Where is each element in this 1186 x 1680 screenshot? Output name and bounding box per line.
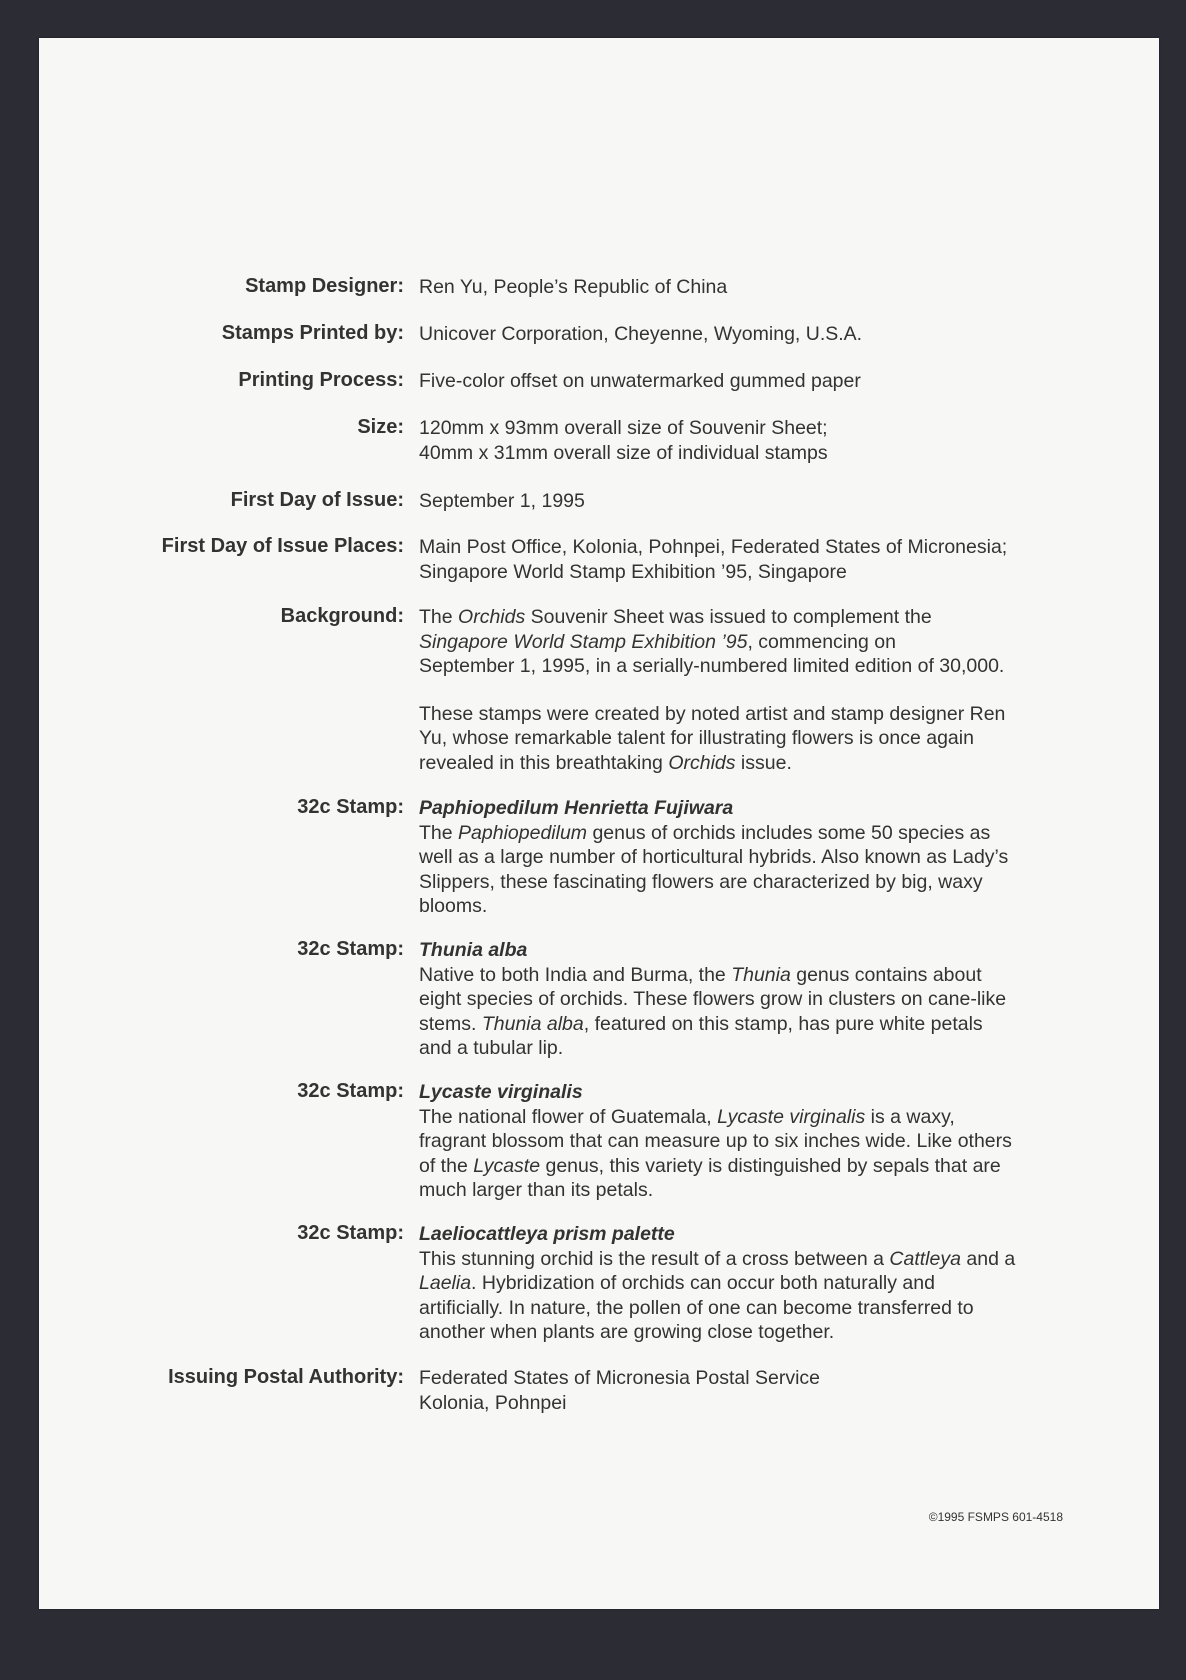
italic-run: Laelia xyxy=(419,1272,472,1294)
authority-value xyxy=(419,1366,1099,1415)
printed-by-value: Unicover Corporation, Cheyenne, Wyoming, U.S.A. xyxy=(419,323,863,345)
italic-run: Lycaste virginalis xyxy=(717,1105,866,1128)
first-day-places-line-1: Main Post Office, Kolonia, Pohnpei, Federated States of Micronesia; xyxy=(419,536,1008,558)
first-day-places-line-2: Singapore World Stamp Exhibition ’95, Singapore xyxy=(419,560,847,583)
italic-run: Thunia xyxy=(731,963,791,986)
printed-by-label: Stamps Printed by: xyxy=(221,322,404,344)
stamp-1-line-4: blooms. xyxy=(419,895,488,917)
text-run: This stunning orchid is the result of a cross between a xyxy=(419,1247,890,1270)
italic-run: Orchids xyxy=(668,751,736,774)
text-run: The national flower of Guatemala, xyxy=(419,1105,718,1128)
authority-line-1: Federated States of Micronesia Postal Service xyxy=(419,1367,821,1389)
italic-run: Orchids xyxy=(458,606,526,628)
stamp-4-title: Laeliocattleya prism palette xyxy=(419,1223,675,1245)
stamp-3-line-1 xyxy=(419,1105,1099,1130)
stamp-1-line-3: Slippers, these fascinating flowers are characterized by big, waxy xyxy=(419,870,983,893)
stamp-3-label: 32c Stamp: xyxy=(297,1080,404,1102)
info-sheet xyxy=(39,38,1159,1609)
stamp-designer-value: Ren Yu, People’s Republic of China xyxy=(419,276,728,298)
text-run: Souvenir Sheet was issued to complement the xyxy=(525,606,932,628)
stamp-2-line-4: and a tubular lip. xyxy=(419,1037,564,1059)
stamp-4-line-1 xyxy=(419,1247,1099,1272)
background-paragraph-2 xyxy=(419,702,1099,776)
stamp-designer-label: Stamp Designer: xyxy=(245,275,404,297)
stamp-1-line-1 xyxy=(419,821,1099,846)
background-paragraph-1 xyxy=(419,605,1099,679)
text-run: genus of orchids includes some 50 species as xyxy=(587,821,991,844)
size-value xyxy=(419,416,1099,465)
size-line-2: 40mm x 31mm overall size of individual stamps xyxy=(419,441,828,464)
stamp-4-text xyxy=(419,1222,1099,1345)
stamp-4-line-4: another when plants are growing close together. xyxy=(419,1321,835,1343)
stamp-4-line-3: artificially. In nature, the pollen of one can become transferred to xyxy=(419,1296,974,1319)
text-run: , commencing on xyxy=(747,630,896,653)
stamp-3-line-2: fragrant blossom that can measure up to six inches wide. Like others xyxy=(419,1130,1012,1152)
text-run: stems. xyxy=(419,1012,482,1035)
text-run: issue. xyxy=(735,751,792,774)
background-p2-line-2: Yu, whose remarkable talent for illustrating flowers is once again xyxy=(419,727,974,749)
text-run: Native to both India and Burma, the xyxy=(419,963,732,986)
stamp-3-title: Lycaste virginalis xyxy=(419,1081,583,1103)
italic-run: Lycaste xyxy=(473,1154,541,1177)
copyright-notice: ©1995 FSMPS 601-4518 xyxy=(928,1510,1063,1524)
stamp-2-line-3 xyxy=(419,1012,1099,1037)
italic-run: Singapore World Stamp Exhibition ’95 xyxy=(419,630,748,653)
text-run: of the xyxy=(419,1154,474,1177)
stamp-3-line-3 xyxy=(419,1154,1099,1179)
background-p2-line-1: These stamps were created by noted artist and stamp designer Ren xyxy=(419,702,1006,725)
stamp-4-label: 32c Stamp: xyxy=(297,1222,404,1244)
text-run: is a waxy, xyxy=(865,1105,955,1128)
stamp-2-text xyxy=(419,938,1099,1061)
stamp-1-text xyxy=(419,796,1099,919)
text-run: The xyxy=(419,821,459,844)
text-run: and a xyxy=(960,1247,1016,1270)
text-run: . Hybridization of orchids can occur both naturally and xyxy=(471,1272,935,1294)
background-text xyxy=(419,605,1099,775)
stamp-2-title: Thunia alba xyxy=(419,939,528,961)
background-label: Background: xyxy=(280,605,404,627)
text-run: The xyxy=(419,606,459,628)
stamp-1-title: Paphiopedilum Henrietta Fujiwara xyxy=(419,797,734,819)
italic-run: Paphiopedilum xyxy=(458,821,588,844)
text-run: , featured on this stamp, has pure white petals xyxy=(583,1012,983,1035)
italic-run: Cattleya xyxy=(889,1247,961,1270)
background-p1-line-3: September 1, 1995, in a serially-numbered limited edition of 30,000. xyxy=(419,655,1005,677)
first-day-places-label: First Day of Issue Places: xyxy=(161,535,404,557)
printing-process-label: Printing Process: xyxy=(238,369,404,391)
size-line-1: 120mm x 93mm overall size of Souvenir Sheet; xyxy=(419,417,828,439)
authority-label: Issuing Postal Authority: xyxy=(168,1366,404,1388)
printing-process-value: Five-color offset on unwatermarked gummed paper xyxy=(419,370,861,392)
background-p1-line-1 xyxy=(419,605,1099,630)
text-run: genus, this variety is distinguished by sepals that are xyxy=(540,1154,1001,1177)
italic-run: Thunia alba xyxy=(481,1012,584,1035)
stamp-2-line-1 xyxy=(419,963,1099,988)
stamp-1-line-2: well as a large number of horticultural hybrids. Also known as Lady’s xyxy=(419,846,1009,868)
stamp-1-label: 32c Stamp: xyxy=(297,796,404,818)
first-day-places-value xyxy=(419,535,1099,584)
stamp-2-line-2: eight species of orchids. These flowers grow in clusters on cane-like xyxy=(419,988,1007,1010)
size-label: Size: xyxy=(357,416,404,438)
background-p2-line-3 xyxy=(419,751,1099,776)
text-run: revealed in this breathtaking xyxy=(419,751,669,774)
stamp-4-line-2 xyxy=(419,1271,1099,1296)
stamp-3-text xyxy=(419,1080,1099,1203)
first-day-label: First Day of Issue: xyxy=(230,489,404,511)
stamp-2-label: 32c Stamp: xyxy=(297,938,404,960)
text-run: genus contains about xyxy=(790,963,982,986)
first-day-value: September 1, 1995 xyxy=(419,490,585,512)
background-p1-line-2 xyxy=(419,630,1099,655)
stamp-3-line-4: much larger than its petals. xyxy=(419,1179,654,1201)
authority-line-2: Kolonia, Pohnpei xyxy=(419,1391,567,1414)
